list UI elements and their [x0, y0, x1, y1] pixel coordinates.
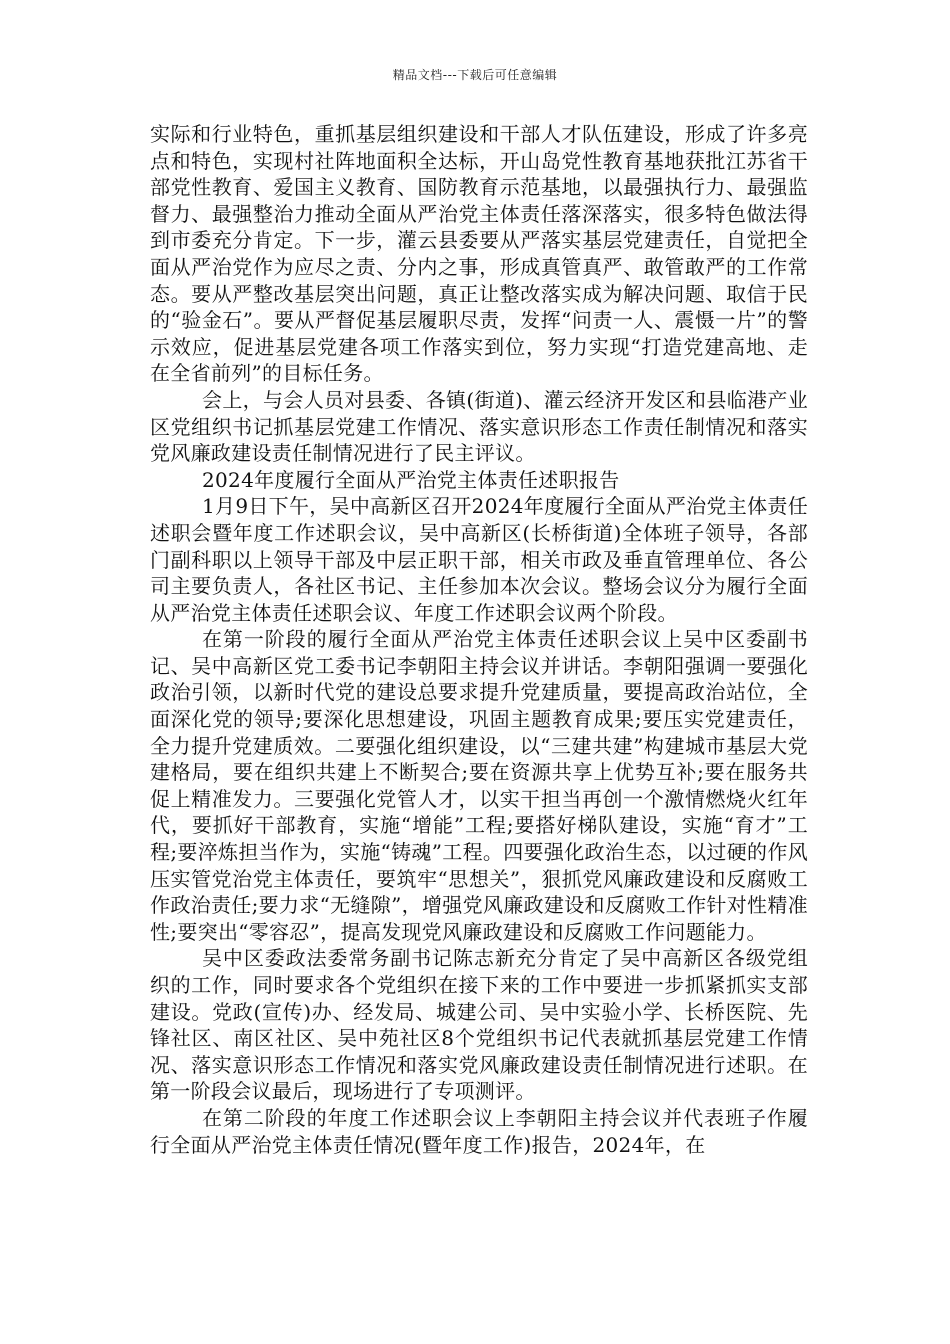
- section-title: 2024年度履行全面从严治党主体责任述职报告: [202, 467, 620, 492]
- paragraph: 1月9日下午，吴中高新区召开2024年度履行全面从严治党主体责任述职会暨年度工作述职会议，吴中高新区(长桥街道)全体班子领导，各部门副科职以上领导干部及中层正职干部，相关市政及垂直管理单位、各公司主要负责人，各社区书记、主任参加本次会议。整场会议分为履行全面从严治党主体责任述职会议、年度工作述职会议两个阶段。: [150, 494, 808, 625]
- paragraph: 在第二阶段的年度工作述职会议上李朝阳主持会议并代表班子作履行全面从严治党主体责任情况(暨年度工作)报告，2024年，在: [150, 1105, 808, 1157]
- page-header: 精品文档---下载后可任意编辑: [392, 68, 558, 82]
- paragraph: 在第一阶段的履行全面从严治党主体责任述职会议上吴中区委副书记、吴中高新区党工委书记李朝阳主持会议并讲话。李朝阳强调一要强化政治引领，以新时代党的建设总要求提升党建质量，要提高政治站位，全面深化党的领导;要深化思想建设，巩固主题教育成果;要压实党建责任，全力提升党建质效。二要强化组织建设，以“三建共建”构建城市基层大党建格局，要在组织共建上不断契合;要在资源共享上优势互补;要在服务共促上精准发力。三要强化党管人才，以实干担当再创一个激情燃烧火红年代，要抓好干部教育，实施“增能”工程;要搭好梯队建设，实施“育才”工程;要淬炼担当作为，实施“铸魂”工程。四要强化政治生态，以过硬的作风压实管党治党主体责任，要筑牢“思想关”，狠抓党风廉政建设和反腐败工作政治责任;要力求“无缝隙”，增强党风廉政建设和反腐败工作针对性精准性;要突出“零容忍”，提高发现党风廉政建设和反腐败工作问题能力。: [150, 627, 808, 944]
- paragraph: 会上，与会人员对县委、各镇(街道)、灌云经济开发区和县临港产业区党组织书记抓基层党建工作情况、落实意识形态工作责任制情况和落实党风廉政建设责任制情况进行了民主评议。: [150, 387, 808, 466]
- document-body: [150, 121, 808, 1158]
- paragraph: 吴中区委政法委常务副书记陈志新充分肯定了吴中高新区各级党组织的工作，同时要求各个党组织在接下来的工作中要进一步抓紧抓实支部建设。党政(宣传)办、经发局、城建公司、吴中实验小学、长桥医院、先锋社区、南区社区、吴中苑社区8个党组织书记代表就抓基层党建工作情况、落实意识形态工作情况和落实党风廉政建设责任制情况进行述职。在第一阶段会议最后，现场进行了专项测评。: [150, 946, 808, 1104]
- paragraph: 实际和行业特色，重抓基层组织建设和干部人才队伍建设，形成了许多亮点和特色，实现村社阵地面积全达标，开山岛党性教育基地获批江苏省干部党性教育、爱国主义教育、国防教育示范基地，以最强执行力、最强监督力、最强整治力推动全面从严治党主体责任落深落实，很多特色做法得到市委充分肯定。下一步，灌云县委要从严落实基层党建责任，自觉把全面从严治党作为应尽之责、分内之事，形成真管真严、敢管敢严的工作常态。要从严整改基层突出问题，真正让整改落实成为解决问题、取信于民的“验金石”。要从严督促基层履职尽责，发挥“问责一人、震慑一片”的警示效应，促进基层党建各项工作落实到位，努力实现“打造党建高地、走在全省前列”的目标任务。: [150, 122, 808, 386]
